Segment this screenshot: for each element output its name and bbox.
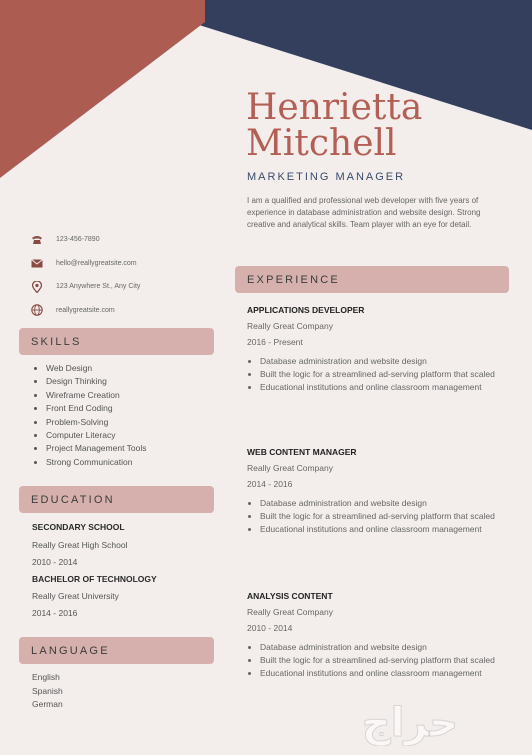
email-text: hello@reallygreatsite.com <box>56 259 137 267</box>
education-degree: SECONDARY SCHOOL <box>32 522 125 532</box>
list-item: • Strong Communication <box>46 456 146 469</box>
experience-dates: 2014 - 2016 <box>247 479 293 489</box>
experience-bullets <box>247 641 507 681</box>
experience-bullets <box>247 497 507 537</box>
list-item: • Educational institutions and online classroom management <box>260 523 507 536</box>
list-item: Spanish <box>32 685 63 696</box>
experience-heading: EXPERIENCE <box>235 266 509 293</box>
experience-title: WEB CONTENT MANAGER <box>247 447 357 457</box>
phone-text: 123-456-7890 <box>56 236 100 244</box>
education-school: Really Great High School <box>32 540 128 550</box>
list-item: • Web Design <box>46 362 146 375</box>
experience-title: APPLICATIONS DEVELOPER <box>247 305 365 315</box>
job-title: MARKETING MANAGER <box>247 171 406 183</box>
name-first: Henrietta <box>246 87 423 128</box>
education-years: 2010 - 2014 <box>32 557 78 567</box>
contact-email <box>30 252 140 276</box>
list-item: • Problem-Solving <box>46 416 146 429</box>
list-item: • Wireframe Creation <box>46 389 146 402</box>
list-item: • Built the logic for a streamlined ad-serving platform that scaled <box>260 368 507 381</box>
list-item: • Educational institutions and online classroom management <box>260 667 507 680</box>
education-heading: EDUCATION <box>19 486 214 513</box>
experience-company: Really Great Company <box>247 321 333 331</box>
list-item: • Database administration and website design <box>260 641 507 654</box>
list-item: • Front End Coding <box>46 402 146 415</box>
list-item: • Database administration and website design <box>260 497 507 510</box>
name-last: Mitchell <box>246 123 397 164</box>
experience-entry <box>247 591 507 681</box>
experience-dates: 2016 - Present <box>247 337 303 347</box>
education-entry <box>32 574 157 618</box>
experience-title: ANALYSIS CONTENT <box>247 591 333 601</box>
rust-corner-shape <box>0 0 210 180</box>
address-text: 123 Anywhere St., Any City <box>56 283 141 291</box>
location-pin-icon <box>30 281 44 293</box>
globe-icon <box>30 304 44 316</box>
profile-summary: I am a qualified and professional web developer with five years of experience in database administration and website design. Strong creative and analytical skills. Team player with an eye for detail. <box>247 196 481 229</box>
list-item: • Design Thinking <box>46 375 146 388</box>
list-item: • Database administration and website design <box>260 355 507 368</box>
education-degree: BACHELOR OF TECHNOLOGY <box>32 574 157 584</box>
contact-website <box>30 299 140 323</box>
haraj-watermark <box>300 698 520 746</box>
list-item: • Computer Literacy <box>46 429 146 442</box>
experience-bullets <box>247 355 507 395</box>
experience-entry <box>247 305 507 395</box>
list-item: • Built the logic for a streamlined ad-serving platform that scaled <box>260 654 507 667</box>
list-item: English <box>32 672 60 682</box>
candidate-name <box>246 87 423 164</box>
list-item: German <box>32 699 63 709</box>
education-entry <box>32 522 127 567</box>
language-heading: LANGUAGE <box>19 637 214 664</box>
education-years: 2014 - 2016 <box>32 608 78 618</box>
skills-heading: SKILLS <box>19 328 214 355</box>
experience-company: Really Great Company <box>247 463 333 473</box>
experience-dates: 2010 - 2014 <box>247 623 293 633</box>
contact-list <box>30 228 140 322</box>
education-school: Really Great University <box>32 591 119 601</box>
watermark-text: حراج <box>361 700 459 746</box>
language-list <box>32 671 63 712</box>
contact-address <box>30 275 140 299</box>
website-text: reallygreatsite.com <box>56 306 115 314</box>
skills-list <box>32 362 146 469</box>
experience-company: Really Great Company <box>247 607 333 617</box>
envelope-icon <box>30 257 44 269</box>
contact-phone <box>30 228 140 252</box>
list-item: • Educational institutions and online classroom management <box>260 381 507 394</box>
phone-icon <box>30 234 44 246</box>
list-item: • Built the logic for a streamlined ad-serving platform that scaled <box>260 510 507 523</box>
experience-entry <box>247 447 507 537</box>
list-item: • Project Management Tools <box>46 442 146 455</box>
